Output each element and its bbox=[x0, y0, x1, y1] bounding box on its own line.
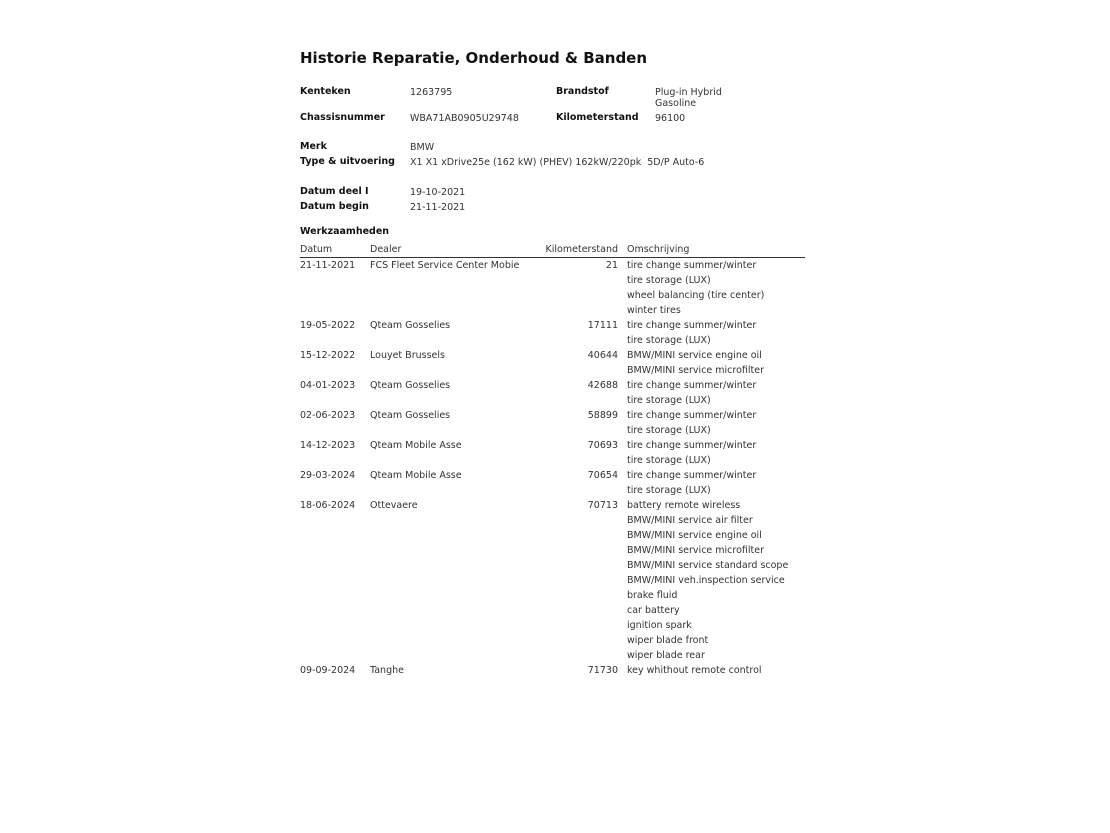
row-kilometerstand: 40644 bbox=[587, 350, 618, 361]
row-datum: 29-03-2024 bbox=[300, 470, 356, 481]
row-omschrijving bbox=[627, 408, 805, 438]
table-header bbox=[300, 244, 805, 258]
omschrijving-item: tire storage (LUX) bbox=[627, 485, 711, 496]
omschrijving-item: key whithout remote control bbox=[627, 665, 762, 676]
datum-deel-value: 19-10-2021 bbox=[410, 187, 466, 198]
row-omschrijving bbox=[627, 318, 805, 348]
omschrijving-item: tire change summer/winter bbox=[627, 380, 757, 391]
table-row bbox=[300, 378, 805, 408]
row-datum: 21-11-2021 bbox=[300, 260, 356, 271]
table-row bbox=[300, 348, 805, 378]
omschrijving-item: tire change summer/winter bbox=[627, 440, 757, 451]
row-kilometerstand: 71730 bbox=[587, 665, 618, 676]
table-row bbox=[300, 498, 805, 663]
row-omschrijving bbox=[627, 498, 805, 663]
row-datum: 02-06-2023 bbox=[300, 410, 356, 421]
kenteken-value: 1263795 bbox=[410, 87, 453, 98]
omschrijving-item: BMW/MINI service microfilter bbox=[627, 545, 765, 556]
omschrijving-item: BMW/MINI veh.inspection service bbox=[627, 575, 785, 586]
omschrijving-item: BMW/MINI service engine oil bbox=[627, 530, 762, 541]
row-kilometerstand: 58899 bbox=[587, 410, 618, 421]
row-omschrijving bbox=[627, 663, 805, 678]
omschrijving-item: car battery bbox=[627, 605, 680, 616]
row-omschrijving bbox=[627, 258, 805, 318]
omschrijving-item: tire change summer/winter bbox=[627, 320, 757, 331]
row-kilometerstand: 70693 bbox=[587, 440, 618, 451]
work-table bbox=[300, 258, 805, 678]
omschrijving-item: tire storage (LUX) bbox=[627, 455, 711, 466]
row-dealer: FCS Fleet Service Center Mobie bbox=[370, 260, 520, 271]
row-dealer: Qteam Gosselies bbox=[370, 320, 451, 331]
row-dealer: Qteam Mobile Asse bbox=[370, 440, 462, 451]
brandstof-value-line1: Plug-in Hybrid bbox=[655, 87, 722, 98]
row-omschrijving bbox=[627, 378, 805, 408]
datum-deel-label: Datum deel I bbox=[300, 186, 369, 197]
omschrijving-item: tire storage (LUX) bbox=[627, 395, 711, 406]
omschrijving-item: wiper blade rear bbox=[627, 650, 705, 661]
header-datum: Datum bbox=[300, 244, 333, 255]
merk-value: BMW bbox=[410, 142, 435, 153]
row-omschrijving bbox=[627, 348, 805, 378]
row-datum: 19-05-2022 bbox=[300, 320, 356, 331]
omschrijving-item: BMW/MINI service air filter bbox=[627, 515, 753, 526]
omschrijving-item: tire change summer/winter bbox=[627, 260, 757, 271]
table-row bbox=[300, 663, 805, 678]
row-datum: 04-01-2023 bbox=[300, 380, 356, 391]
chassis-label: Chassisnummer bbox=[300, 112, 385, 123]
datum-begin-label: Datum begin bbox=[300, 201, 369, 212]
table-row bbox=[300, 258, 805, 318]
omschrijving-item: BMW/MINI service microfilter bbox=[627, 365, 765, 376]
row-dealer: Qteam Gosselies bbox=[370, 410, 451, 421]
row-omschrijving bbox=[627, 438, 805, 468]
row-datum: 14-12-2023 bbox=[300, 440, 356, 451]
row-datum: 18-06-2024 bbox=[300, 500, 356, 511]
table-row bbox=[300, 318, 805, 348]
chassis-value: WBA71AB0905U29748 bbox=[410, 113, 519, 124]
omschrijving-item: tire change summer/winter bbox=[627, 470, 757, 481]
omschrijving-item: BMW/MINI service standard scope bbox=[627, 560, 789, 571]
row-dealer: Louyet Brussels bbox=[370, 350, 445, 361]
row-datum: 09-09-2024 bbox=[300, 665, 356, 676]
kilometerstand-value: 96100 bbox=[655, 113, 686, 124]
row-datum: 15-12-2022 bbox=[300, 350, 356, 361]
row-dealer: Ottevaere bbox=[370, 500, 418, 511]
omschrijving-item: tire storage (LUX) bbox=[627, 275, 711, 286]
omschrijving-item: BMW/MINI service engine oil bbox=[627, 350, 762, 361]
row-kilometerstand: 21 bbox=[605, 260, 618, 271]
merk-label: Merk bbox=[300, 141, 327, 152]
row-kilometerstand: 17111 bbox=[587, 320, 618, 331]
omschrijving-item: wheel balancing (tire center) bbox=[627, 290, 765, 301]
type-value: X1 X1 xDrive25e (162 kW) (PHEV) 162kW/220pk 5D/P Auto-6 bbox=[410, 157, 705, 168]
omschrijving-item: brake fluid bbox=[627, 590, 678, 601]
omschrijving-item: ignition spark bbox=[627, 620, 692, 631]
kenteken-label: Kenteken bbox=[300, 86, 351, 97]
brandstof-value-line2: Gasoline bbox=[655, 98, 697, 109]
omschrijving-item: wiper blade front bbox=[627, 635, 709, 646]
row-dealer: Tanghe bbox=[370, 665, 404, 676]
type-label: Type & uitvoering bbox=[300, 156, 395, 167]
omschrijving-item: tire change summer/winter bbox=[627, 410, 757, 421]
row-omschrijving bbox=[627, 468, 805, 498]
row-kilometerstand: 70713 bbox=[587, 500, 618, 511]
omschrijving-item: battery remote wireless bbox=[627, 500, 741, 511]
table-row bbox=[300, 438, 805, 468]
header-kilometerstand: Kilometerstand bbox=[545, 244, 618, 255]
omschrijving-item: winter tires bbox=[627, 305, 681, 316]
header-omschrijving: Omschrijving bbox=[627, 244, 690, 255]
row-kilometerstand: 42688 bbox=[587, 380, 618, 391]
werkzaamheden-heading: Werkzaamheden bbox=[300, 226, 390, 237]
page-title: Historie Reparatie, Onderhoud & Banden bbox=[300, 49, 648, 67]
table-row bbox=[300, 408, 805, 438]
row-kilometerstand: 70654 bbox=[587, 470, 618, 481]
kilometerstand-label: Kilometerstand bbox=[556, 112, 639, 123]
omschrijving-item: tire storage (LUX) bbox=[627, 335, 711, 346]
header-dealer: Dealer bbox=[370, 244, 402, 255]
omschrijving-item: tire storage (LUX) bbox=[627, 425, 711, 436]
row-dealer: Qteam Gosselies bbox=[370, 380, 451, 391]
row-dealer: Qteam Mobile Asse bbox=[370, 470, 462, 481]
datum-begin-value: 21-11-2021 bbox=[410, 202, 466, 213]
table-row bbox=[300, 468, 805, 498]
brandstof-label: Brandstof bbox=[556, 86, 609, 97]
